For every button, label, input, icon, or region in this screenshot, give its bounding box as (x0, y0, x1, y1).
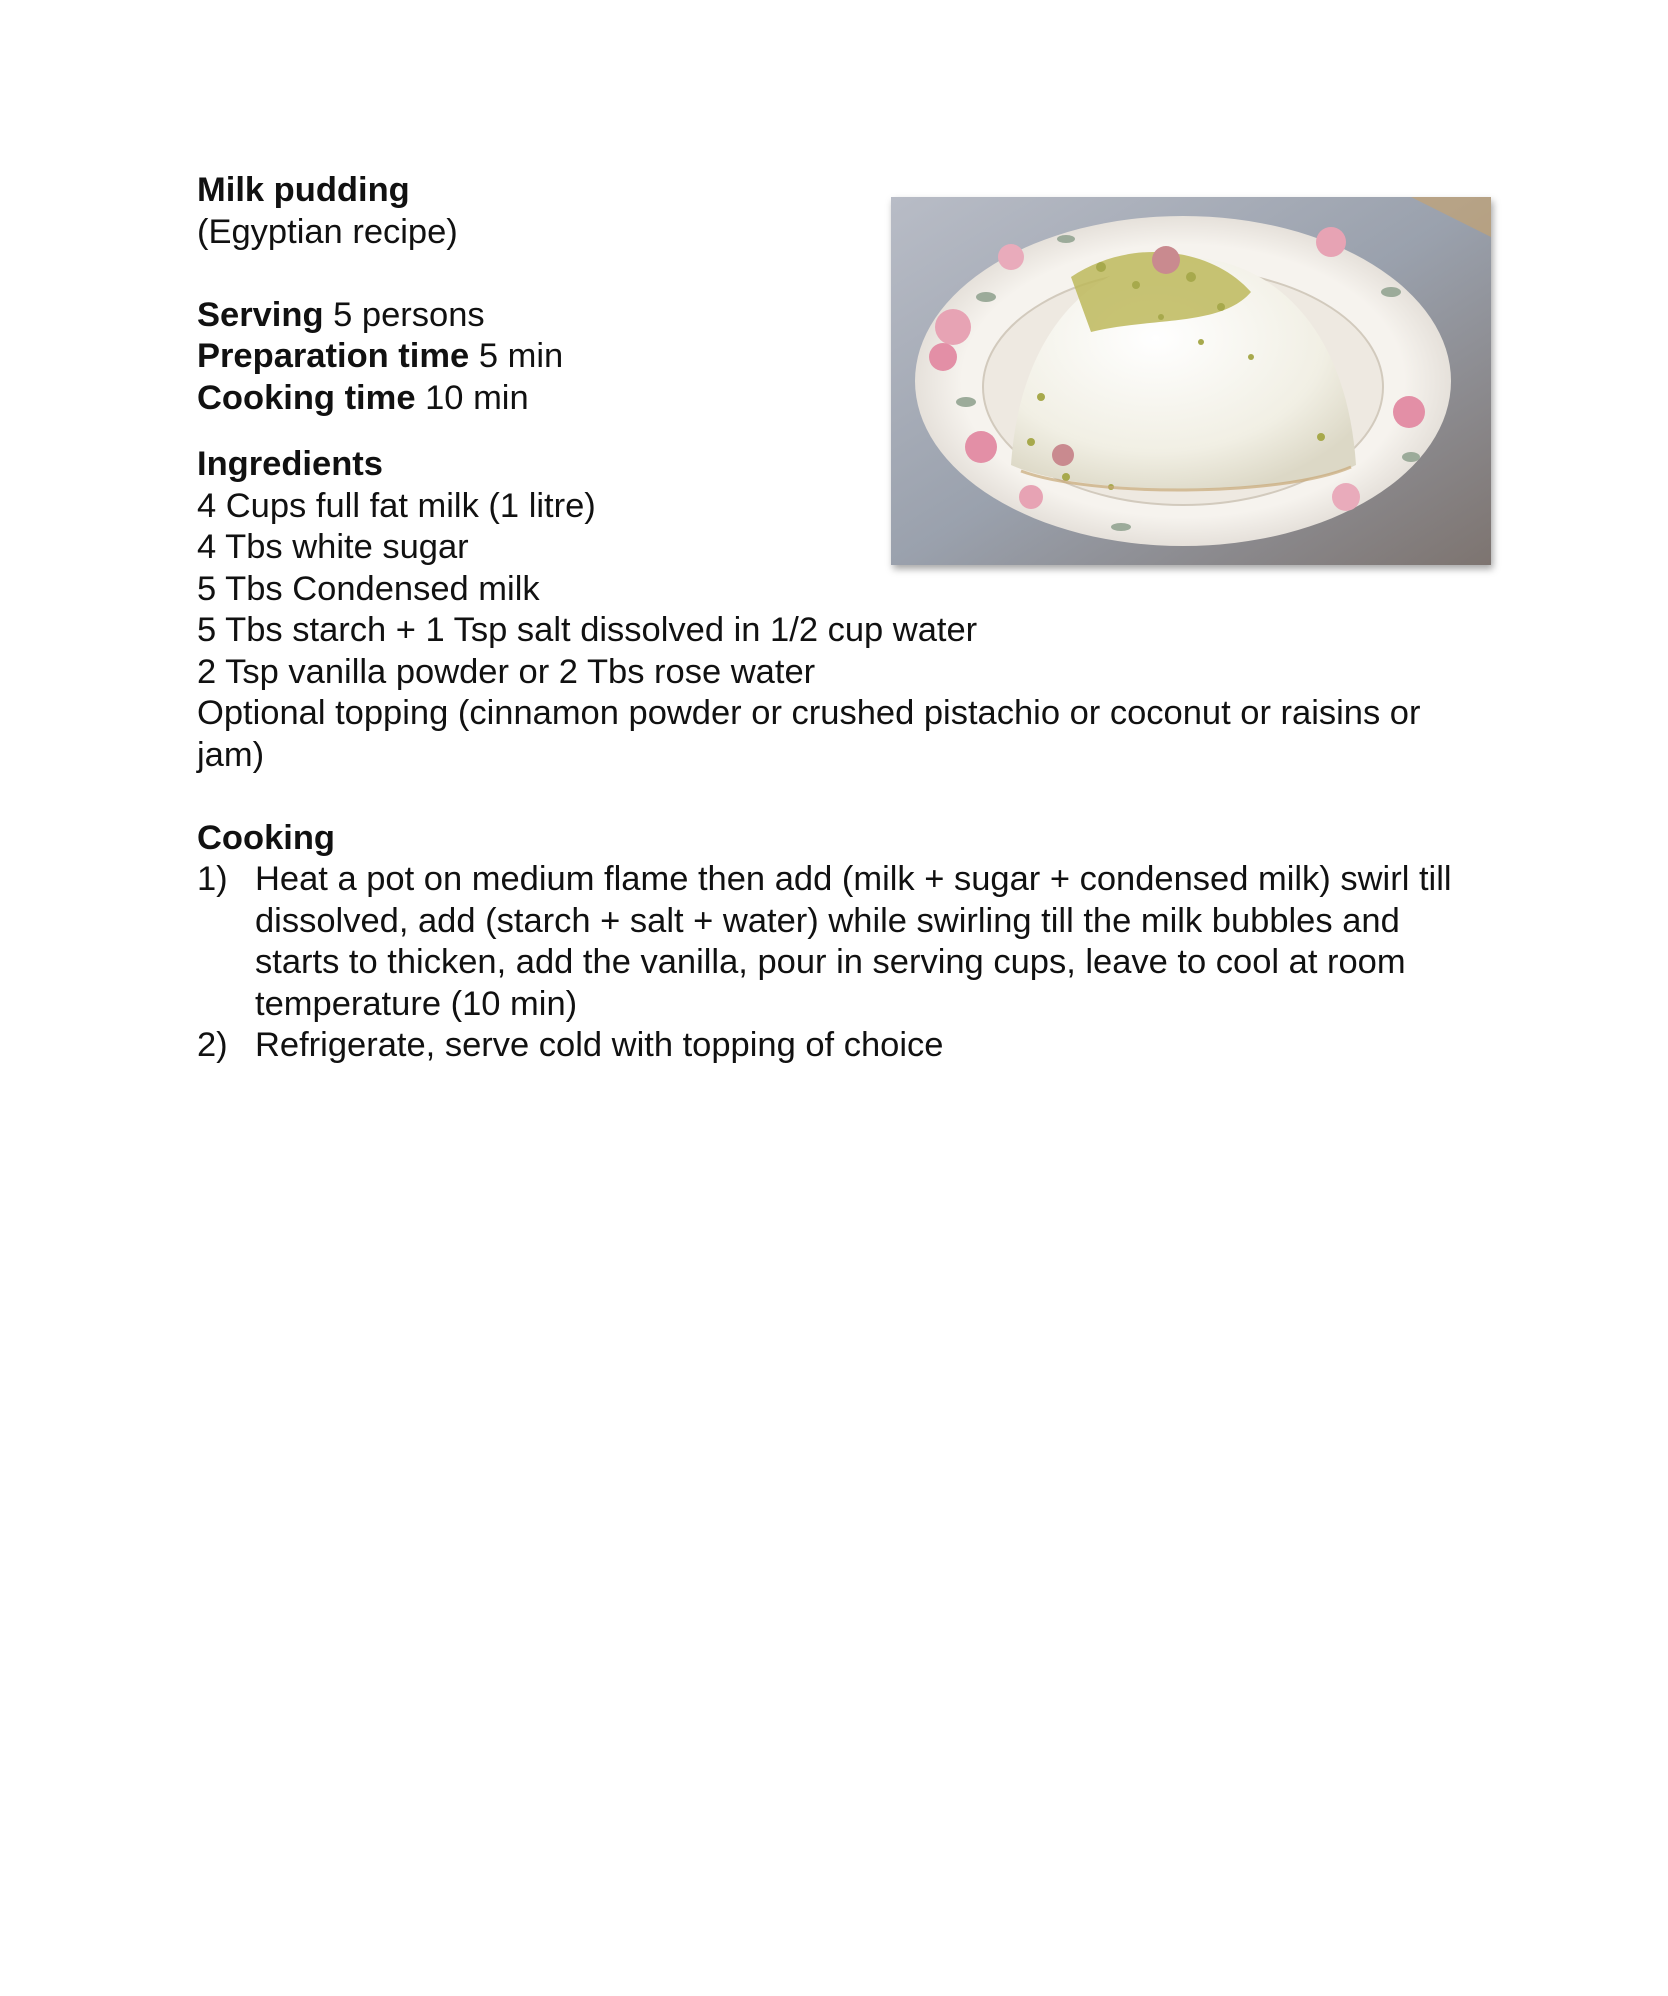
ingredient-item: Optional topping (cinnamon powder or crushed pistachio or coconut or raisins or jam) (197, 694, 1421, 774)
step-number: 2) (197, 1026, 228, 1064)
cooking-step (197, 1025, 1487, 1067)
rosebud (1152, 246, 1180, 274)
ingredient-item: 4 Tbs white sugar (197, 528, 469, 566)
preparation-time-label: Preparation time (197, 337, 470, 375)
ingredient-item: 2 Tsp vanilla powder or 2 Tbs rose water (197, 652, 816, 691)
ingredients-heading: Ingredients (197, 445, 383, 483)
ingredient-item: 4 Cups full fat milk (1 litre) (197, 486, 596, 525)
step-text: Refrigerate, serve cold with topping of choice (255, 1026, 944, 1064)
recipe-subtitle: (Egyptian recipe) (197, 212, 458, 251)
recipe-title: Milk pudding (197, 171, 410, 209)
step-number: 1) (197, 860, 228, 898)
cooking-steps (197, 859, 1487, 1067)
cooking-time-value: 10 min (425, 378, 529, 417)
preparation-time-value: 5 min (478, 337, 564, 375)
serving-value: 5 persons (333, 295, 485, 334)
cooking-heading: Cooking (197, 818, 335, 857)
ingredient-item: 5 Tbs starch + 1 Tsp salt dissolved in 1/2 cup water (197, 611, 978, 649)
pudding-illustration (891, 197, 1491, 565)
cooking-step (197, 859, 1487, 1025)
step-text: Heat a pot on medium flame then add (milk + sugar + condensed milk) swirl till dissolved, add (starch + salt + water) while swirling till the milk bubbles and starts to thicken, add the vanilla, pour in serving cups, leave to cool at room temperature (10 min) (255, 860, 1452, 1023)
ingredient-item: 5 Tbs Condensed milk (197, 569, 540, 608)
pudding-photo (891, 197, 1491, 565)
cooking-time-label: Cooking time (197, 378, 416, 417)
serving-label: Serving (197, 295, 324, 334)
